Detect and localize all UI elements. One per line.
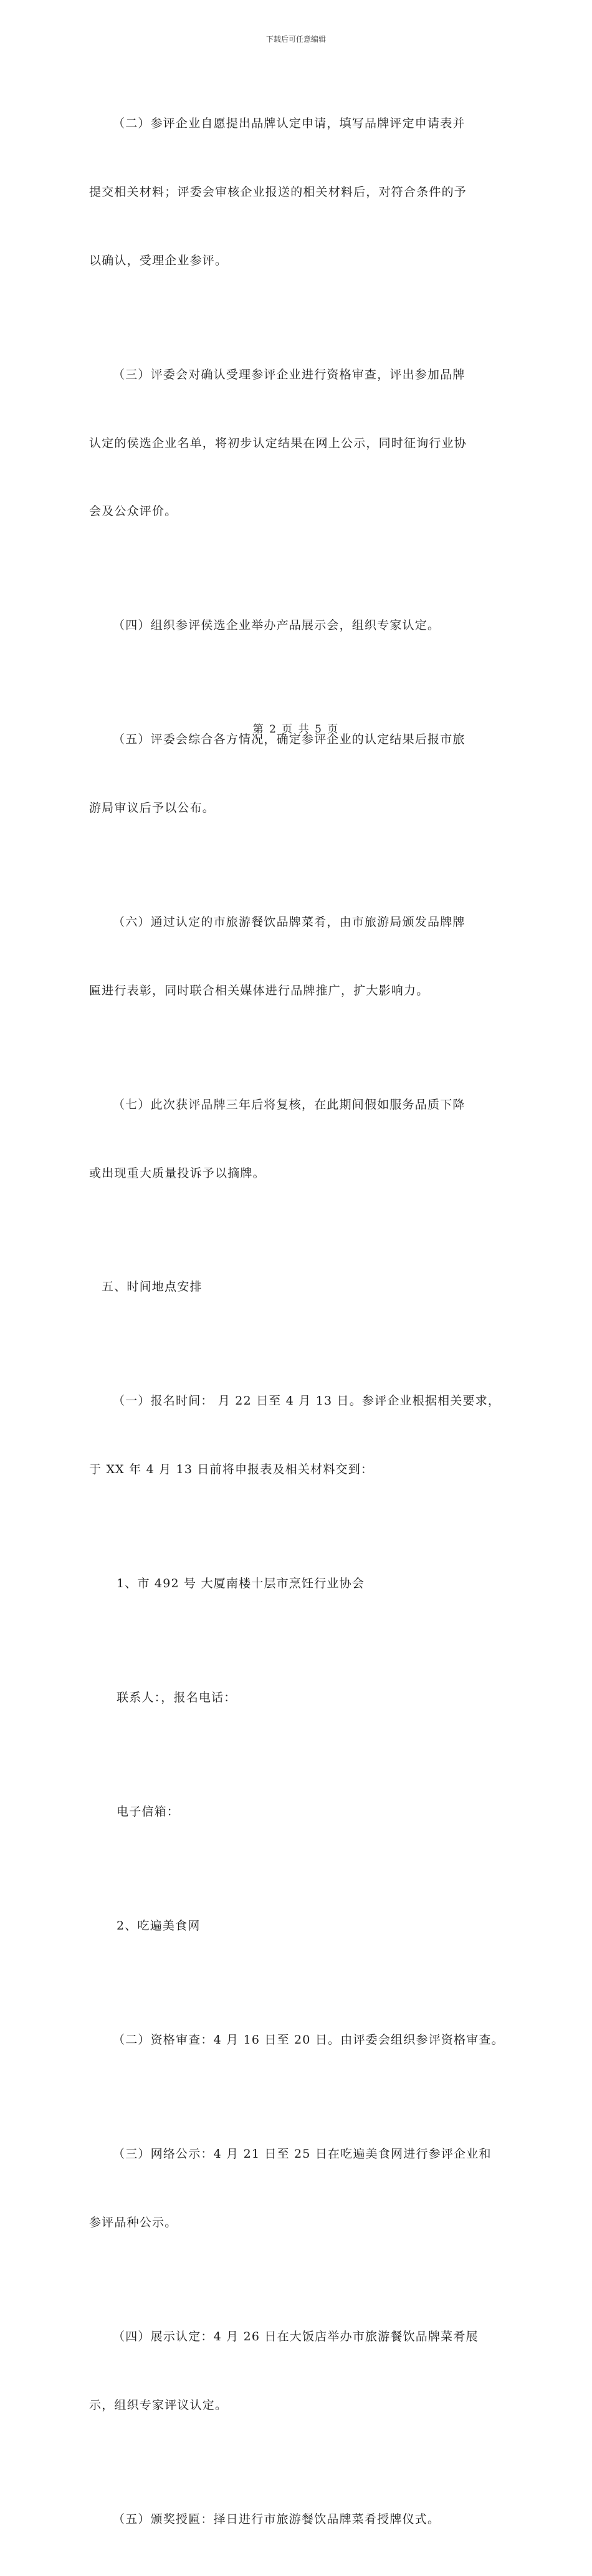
paragraph	[89, 1983, 513, 2097]
paragraph	[89, 1869, 513, 1983]
paragraph	[89, 1344, 513, 1527]
text-line: （六）通过认定的市旅游餐饮品牌菜肴，由市旅游局颁发品牌牌	[113, 915, 465, 929]
text-line: 游局审议后予以公布。	[89, 801, 216, 815]
text-line: 联系人：，报名电话：	[117, 1691, 237, 1705]
text-line: （三）网络公示：4 月 21 日至 25 日在吃遍美食网进行参评企业和	[113, 2147, 492, 2161]
paragraph	[89, 318, 513, 569]
text-line: （二）资格审查：4 月 16 日至 20 日。由评委会组织参评资格审查。	[113, 2033, 504, 2047]
text-line: 2、吃遍美食网	[117, 1919, 201, 1933]
text-line: 认定的侯选企业名单，将初步认定结果在网上公示，同时征询行业协	[89, 436, 467, 450]
paragraph	[89, 1048, 513, 1231]
page-header: 下载后可任意编辑	[265, 35, 326, 44]
text-line: （五）颁奖授匾：择日进行市旅游餐饮品牌菜肴授牌仪式。	[113, 2512, 441, 2526]
page-number-footer: 第 2 页 共 5 页	[252, 723, 340, 736]
text-line: （三）评委会对确认受理参评企业进行资格审查，评出参加品牌	[113, 367, 465, 382]
text-line: 或出现重大质量投诉予以摘牌。	[89, 1166, 265, 1180]
section-heading	[89, 1230, 513, 1344]
paragraph	[89, 67, 513, 318]
text-line: 匾进行表彰，同时联合相关媒体进行品牌推广，扩大影响力。	[89, 983, 429, 997]
text-line: （四）展示认定：4 月 26 日在大饭店举办市旅游餐饮品牌菜肴展	[113, 2329, 479, 2343]
text-line: 以确认，受理企业参评。	[89, 253, 228, 267]
text-line: 提交相关材料；评委会审核企业报送的相关材料后，对符合条件的予	[89, 185, 467, 199]
paragraph	[89, 1755, 513, 1869]
paragraph	[89, 2097, 513, 2280]
paragraph	[89, 2280, 513, 2463]
paragraph	[89, 569, 513, 683]
text-line: （一）报名时间： 月 22 日至 4 月 13 日。参评企业根据相关要求，	[113, 1394, 501, 1408]
text-line: （四）组织参评侯选企业举办产品展示会，组织专家认定。	[113, 618, 441, 633]
text-line: （五）评委会综合各方情况，确定参评企业的认定结果后报市旅	[113, 733, 465, 747]
text-line: 1、市 492 号 大厦南楼十层市烹饪行业协会	[117, 1577, 365, 1591]
paragraph	[89, 683, 513, 865]
paragraph	[89, 865, 513, 1048]
document-body	[89, 67, 513, 2576]
paragraph	[89, 1527, 513, 1641]
text-line: 五、时间地点安排	[102, 1280, 203, 1294]
text-line: 参评品种公示。	[89, 2215, 178, 2229]
text-line: 示，组织专家评议认定。	[89, 2398, 228, 2412]
text-line: 会及公众评价。	[89, 504, 178, 519]
text-line: （二）参评企业自愿提出品牌认定申请，填写品牌评定申请表并	[113, 117, 465, 131]
text-line: 电子信箱：	[117, 1805, 180, 1819]
paragraph	[89, 2462, 513, 2576]
text-line: 于 XX 年 4 月 13 日前将申报表及相关材料交到：	[89, 1463, 374, 1477]
text-line: （七）此次获评品牌三年后将复核，在此期间假如服务品质下降	[113, 1097, 465, 1112]
paragraph	[89, 1641, 513, 1755]
